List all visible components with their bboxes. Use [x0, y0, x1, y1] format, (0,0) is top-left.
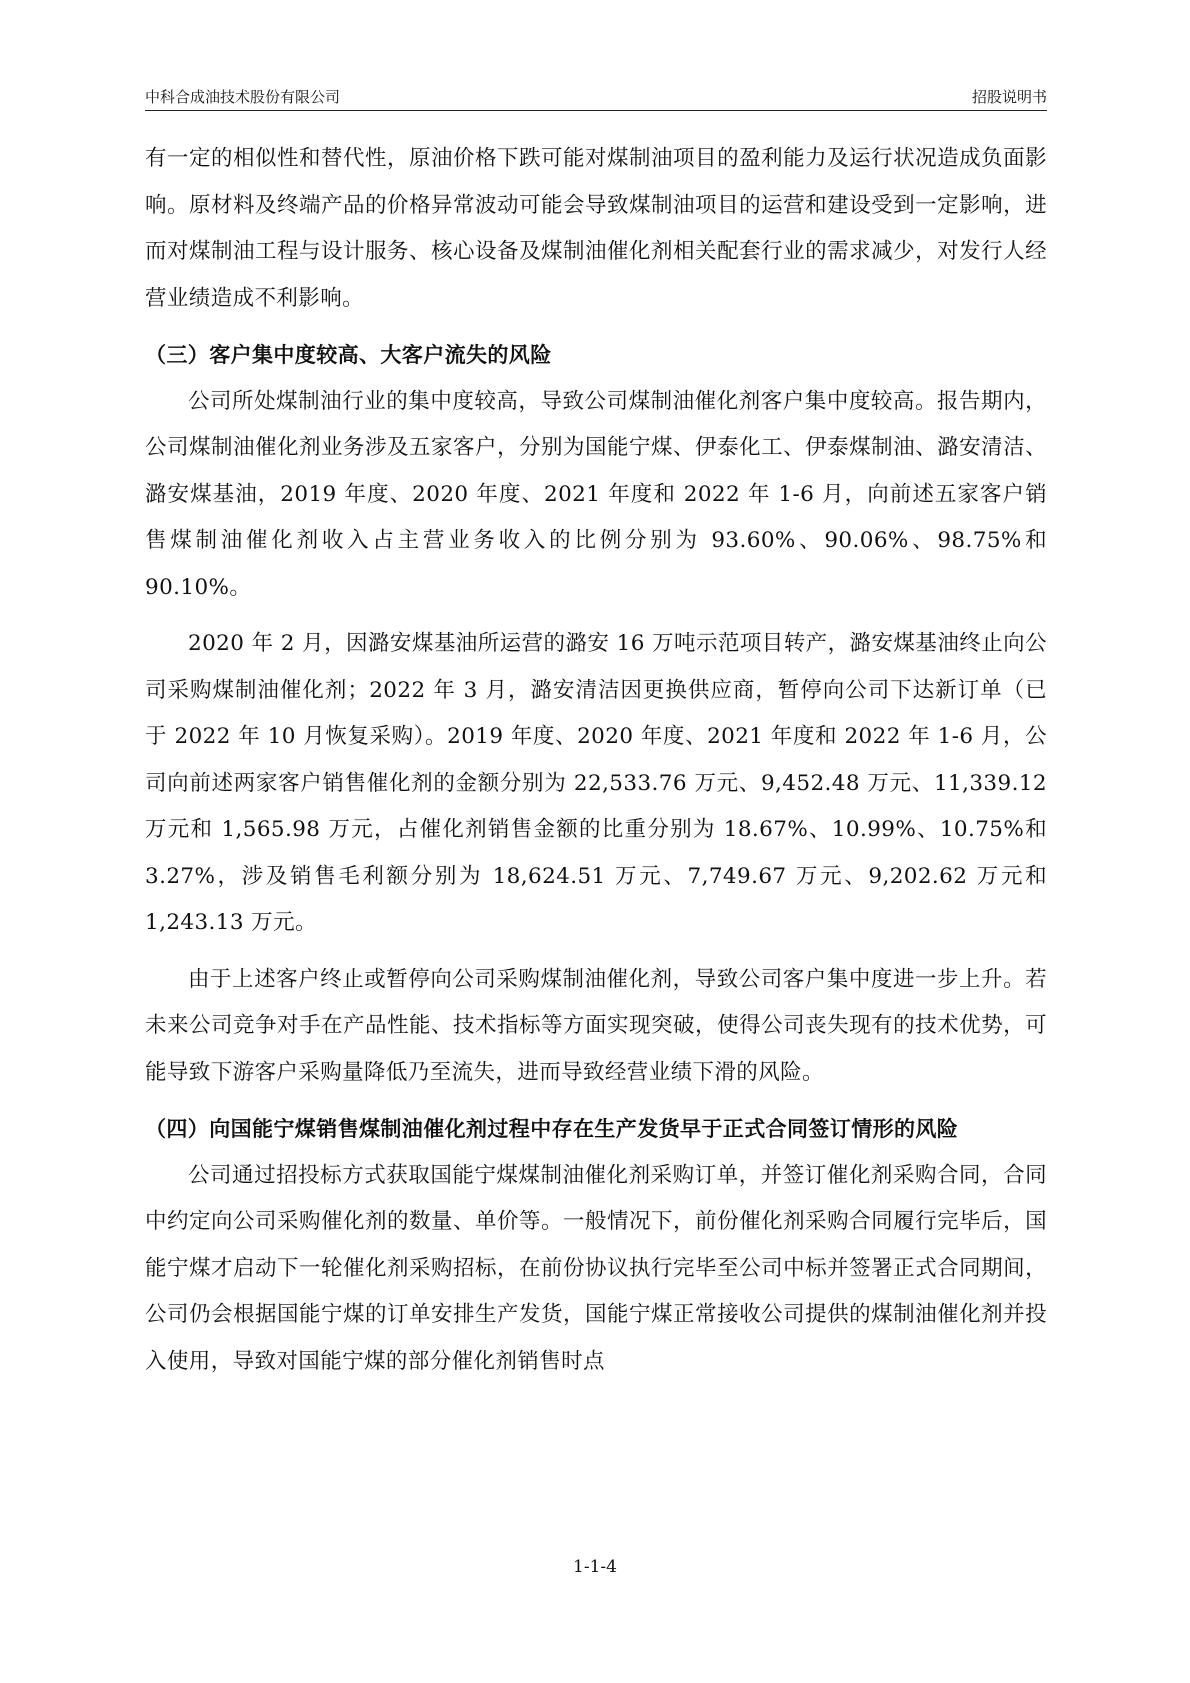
section3-paragraph-1: 公司所处煤制油行业的集中度较高，导致公司煤制油催化剂客户集中度较高。报告期内，公司煤制油催化剂业务涉及五家客户，分别为国能宁煤、伊泰化工、伊泰煤制油、潞安清洁、潞安煤基油，2019 年度、2020 年度、2021 年度和 2022 年 1-6 月，向前述五家客户销售煤制油催化剂收入占主营业务收入的比例分别为 93.60%、90.06%、98.75%和 90.10%。 — [145, 388, 1047, 600]
section4-paragraph-1: 公司通过招投标方式获取国能宁煤煤制油催化剂采购订单，并签订催化剂采购合同，合同中约定向公司采购催化剂的数量、单价等。一般情况下，前份催化剂采购合同履行完毕后，国能宁煤才启动下一轮催化剂采购招标，在前份协议执行完毕至公司中标并签署正式合同期间，公司仍会根据国能宁煤的订单安排生产发货，国能宁煤正常接收公司提供的煤制油催化剂并投入使用，导致对国能宁煤的部分催化剂销售时点 — [145, 1162, 1047, 1374]
section3-paragraph-3: 由于上述客户终止或暂停向公司采购煤制油催化剂，导致公司客户集中度进一步上升。若未来公司竞争对手在产品性能、技术指标等方面实现突破，使得公司丧失现有的技术优势，可能导致下游客户采购量降低乃至流失，进而导致经营业绩下滑的风险。 — [145, 966, 1047, 1085]
section3-paragraph-2: 2020 年 2 月，因潞安煤基油所运营的潞安 16 万吨示范项目转产，潞安煤基油终止向公司采购煤制油催化剂；2022 年 3 月，潞安清洁因更换供应商，暂停向公司下达新订单（已于 2022 年 10 月恢复采购）。2019 年度、2020 年度、2021 年度和 2022 年 1-6 月，公司向前述两家客户销售催化剂的金额分别为 22,533.76 万元、9,452.48 万元、11,339.12 万元和 1,565.98 万元，占催化剂销售金额的比重分别为 18.67%、10.99%、10.75%和 3.27%，涉及销售毛利额分别为 18,624.51 万元、7,749.67 万元、9,202.62 万元和 1,243.13 万元。 — [145, 631, 1047, 935]
page-body — [145, 136, 1047, 1385]
section-heading-customer-concentration: （三）客户集中度较高、大客户流失的风险 — [145, 343, 552, 367]
continuation-paragraph: 有一定的相似性和替代性，原油价格下跌可能对煤制油项目的盈利能力及运行状况造成负面影响。原材料及终端产品的价格异常波动可能会导致煤制油项目的运营和建设受到一定影响，进而对煤制油工程与设计服务、核心设备及煤制油催化剂相关配套行业的需求减少，对发行人经营业绩造成不利影响。 — [145, 146, 1047, 311]
header-document-type: 招股说明书 — [971, 88, 1047, 106]
page-number: 1-1-4 — [573, 1557, 617, 1577]
section-heading-contract-timing: （四）向国能宁煤销售煤制油催化剂过程中存在生产发货早于正式合同签订情形的风险 — [145, 1117, 959, 1141]
header-company-name: 中科合成油技术股份有限公司 — [145, 88, 341, 106]
page-header — [145, 80, 1047, 111]
